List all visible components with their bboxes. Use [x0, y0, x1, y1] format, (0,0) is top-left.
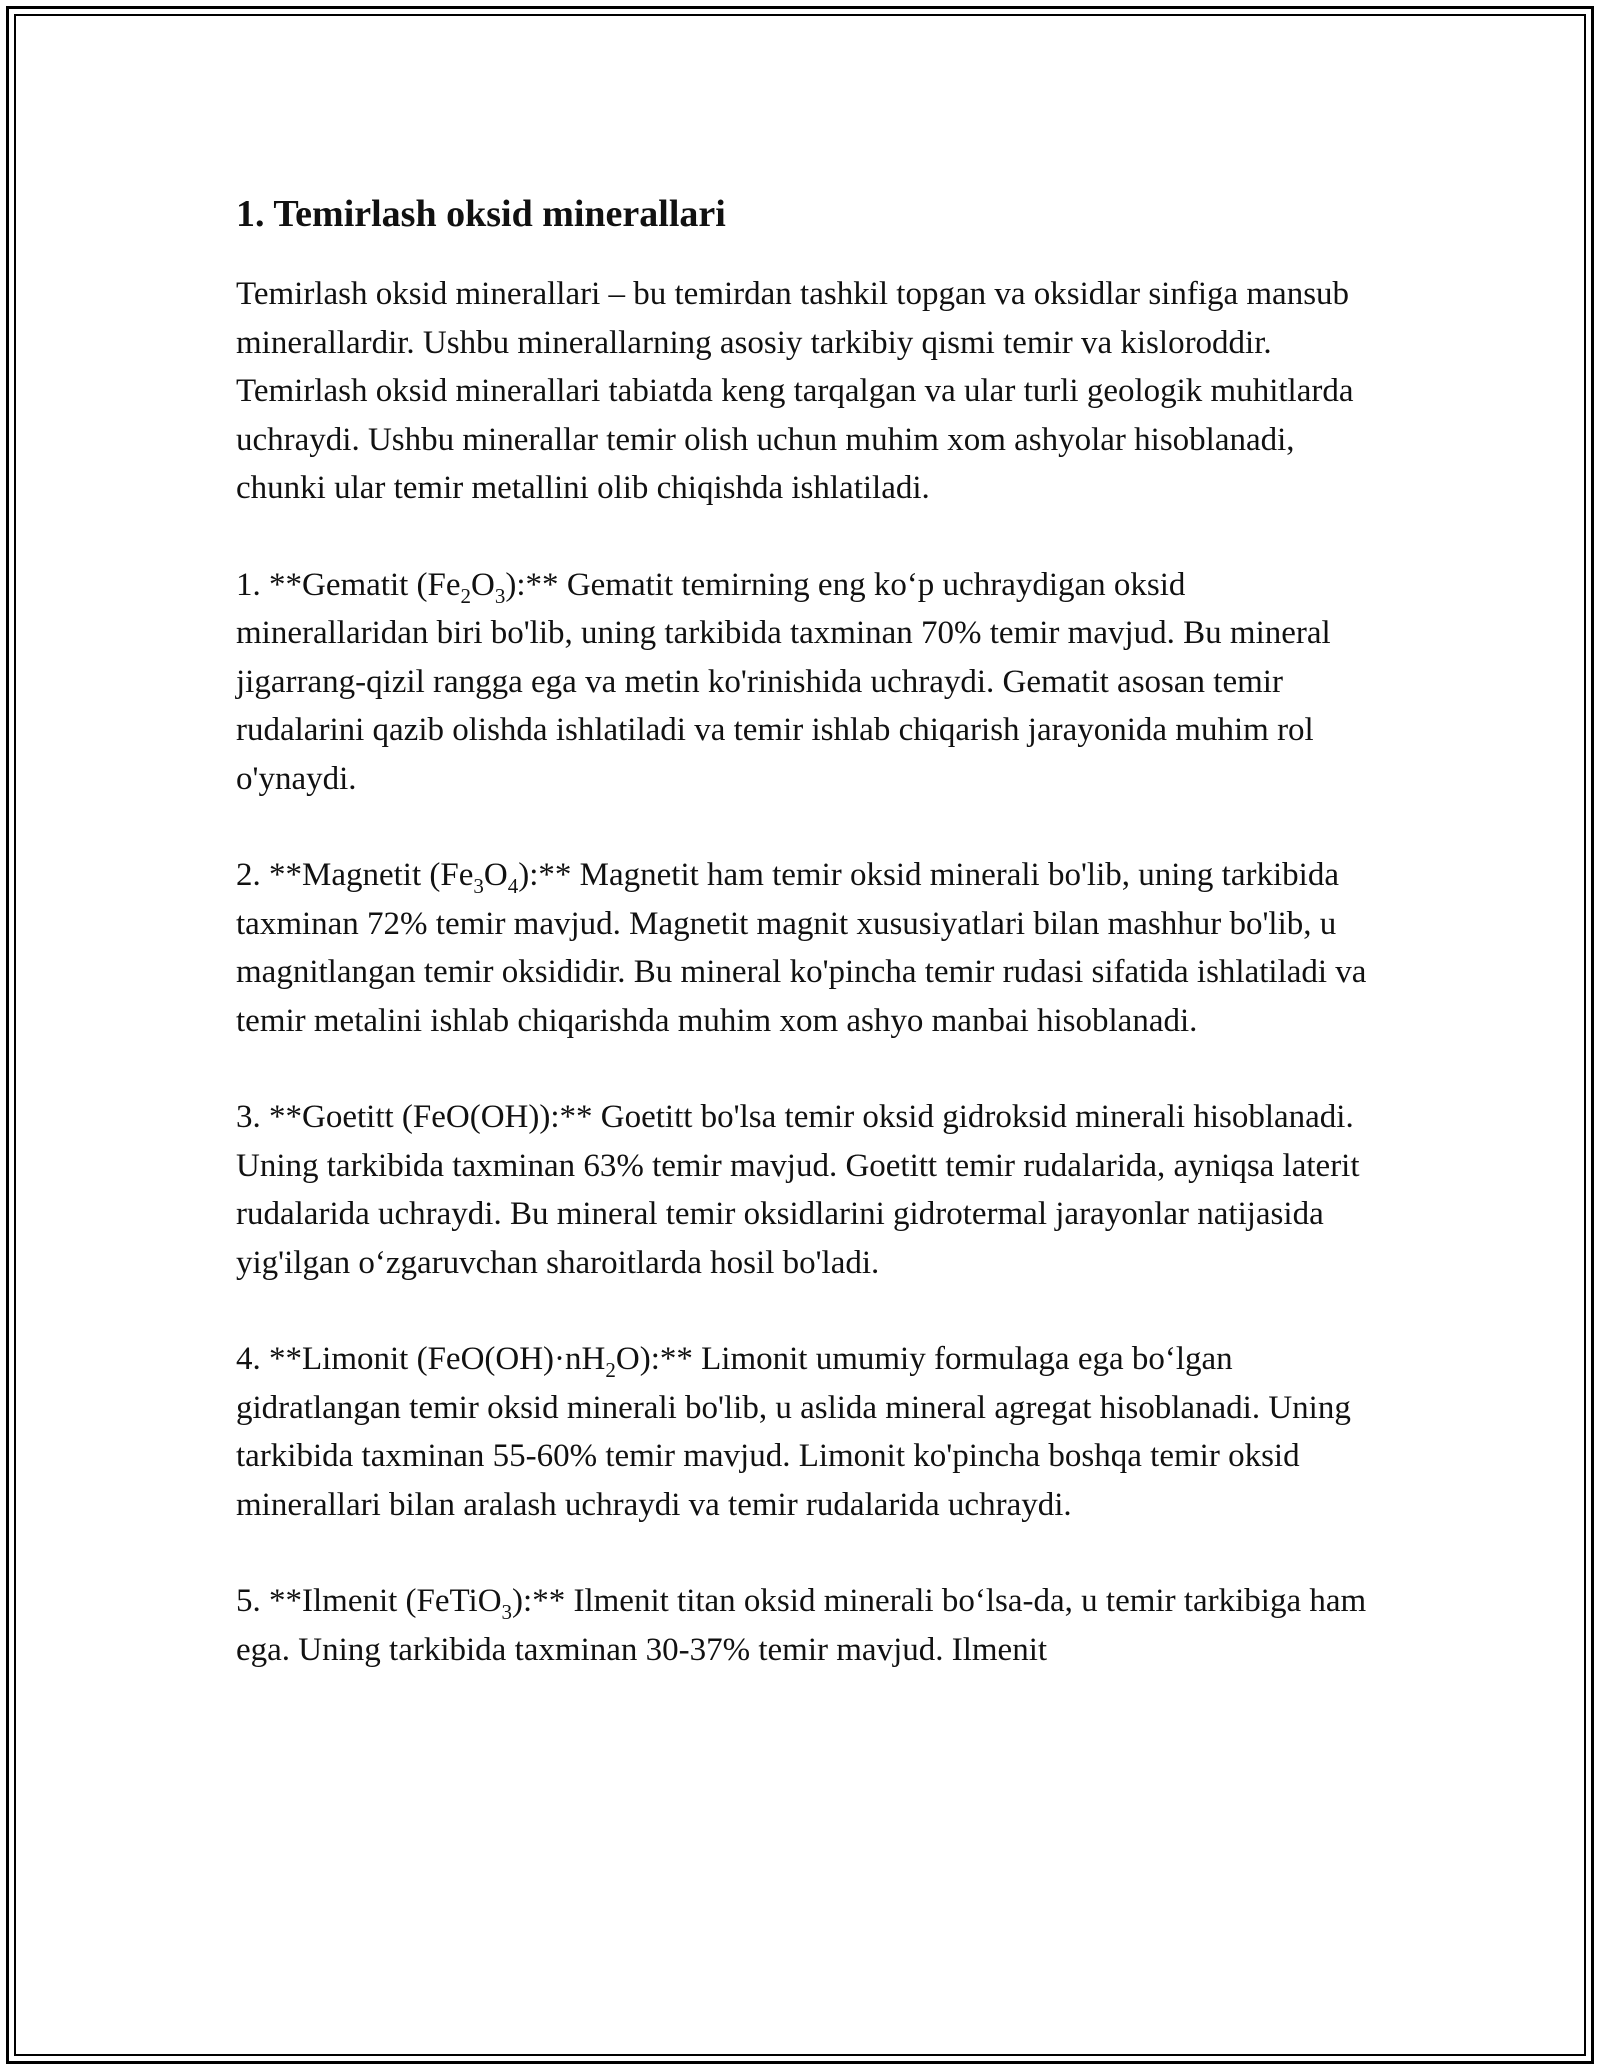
formula-subscript: 3	[473, 874, 484, 898]
document-body	[236, 186, 1372, 1722]
item-label-end: O):**	[615, 1341, 693, 1377]
formula-subscript: 2	[605, 1358, 616, 1382]
item-label-end: ):**	[505, 566, 559, 603]
mineral-paragraph-gematit	[236, 561, 1372, 804]
item-text: Goetitt bo'lsa temir oksid gidroksid minerali hisoblanadi. Uning tarkibida taxminan 63% temir mavjud. Goetitt temir rudalarida, ayniqsa laterit rudalarida uchraydi. Bu mineral temir oksidlarini gidrotermal jarayonlar natijasida yig'ilgan o‘zgaruvchan sharoitlarda hosil bo'ladi.	[236, 1099, 1360, 1281]
formula-part: O	[483, 857, 508, 893]
formula-part: O	[471, 566, 495, 603]
formula-subscript: 2	[460, 583, 472, 608]
section-heading: 1. Temirlash oksid minerallari	[236, 193, 726, 235]
item-label: 5. **Ilmenit (FeTiO	[236, 1583, 502, 1619]
formula-subscript: 3	[501, 1600, 513, 1624]
item-label: 3. **Goetitt (FeO(OH)):**	[236, 1099, 593, 1135]
item-text: Gematit temirning eng ko‘p uchraydigan oksid minerallaridan biri bo'lib, uning tarkibida taxminan 70% temir mavjud. Bu mineral jigarrang-qizil rangga ega va metin ko'rinishida uchraydi. Gematit asosan temir rudalarini qazib olishda ishlatiladi va temir ishlab chiqarish jarayonida muhim rol o'ynaydi.	[236, 566, 1331, 797]
formula-subscript: 4	[507, 874, 519, 898]
intro-paragraph: Temirlash oksid minerallari – bu temirdan tashkil topgan va oksidlar sinfiga mansub minerallardir. Ushbu minerallarning asosiy tarkibiy qismi temir va kisloroddir. Temirlash oksid minerallari tabiatda keng tarqalgan va ular turli geologik muhitlarda uchraydi. Ushbu minerallar temir olish uchun muhim xom ashyolar hisoblanadi, chunki ular temir metallini olib chiqishda ishlatiladi.	[236, 276, 1354, 506]
mineral-paragraph-ilmenit	[236, 1577, 1372, 1674]
item-label: 4. **Limonit (FeO(OH)·nH	[236, 1341, 606, 1377]
item-text: Magnetit ham temir oksid minerali bo'lib, uning tarkibida taxminan 72% temir mavjud. Magnetit magnit xususiyatlari bilan mashhur bo'lib, u magnitlangan temir oksididir. Bu mineral ko'pincha temir rudasi sifatida ishlatiladi va temir metalini ishlab chiqarishda muhim xom ashyo manbai hisoblanadi.	[236, 857, 1367, 1039]
formula-subscript: 3	[494, 583, 506, 608]
item-label: 1. **Gematit (Fe	[236, 566, 461, 603]
mineral-paragraph-limonit	[236, 1335, 1372, 1529]
item-text: Ilmenit titan oksid minerali bo‘lsa-da, u temir tarkibiga ham ega. Uning tarkibida taxminan 30-37% temir mavjud. Ilmenit	[236, 1583, 1367, 1668]
item-label: 2. **Magnetit (Fe	[236, 857, 474, 893]
item-label-end: ):**	[512, 1583, 566, 1619]
item-label-end: ):**	[518, 857, 572, 893]
mineral-paragraph-magnetit	[236, 851, 1372, 1045]
item-text: Limonit umumiy formulaga ega bo‘lgan gidratlangan temir oksid minerali bo'lib, u aslida mineral agregat hisoblanadi. Uning tarkibida taxminan 55-60% temir mavjud. Limonit ko'pincha boshqa temir oksid minerallari bilan aralash uchraydi va temir rudalarida uchraydi.	[236, 1341, 1351, 1523]
mineral-paragraph-goetitt	[236, 1093, 1372, 1287]
